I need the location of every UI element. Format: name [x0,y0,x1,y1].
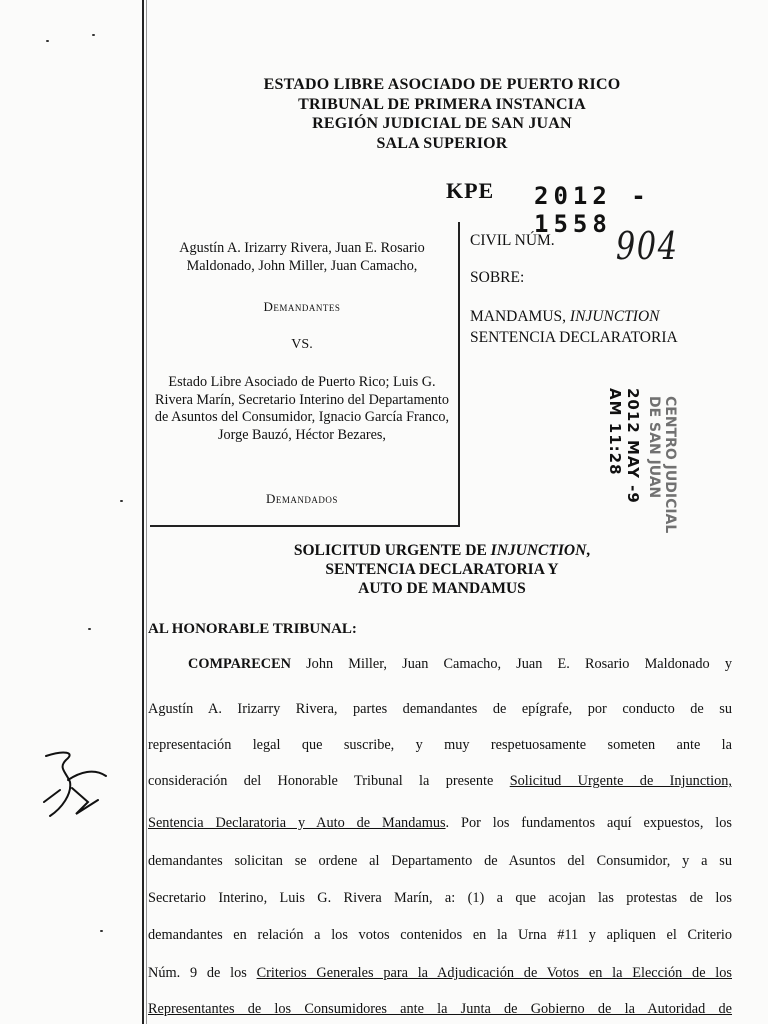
title-line-3: AUTO DE MANDAMUS [358,580,526,597]
body-line-4-plain: consideración del Honorable Tribunal la presente [148,773,510,789]
body-line-4 [148,773,732,790]
body-line-6: demandantes solicitan se ordene al Departamento de Asuntos del Consumidor, y a su [148,853,732,869]
header-line-2: TRIBUNAL DE PRIMERA INSTANCIA [298,95,586,113]
title-italic: INJUNCTION [490,542,587,559]
filing-stamp [584,388,704,538]
case-matter [470,306,678,348]
title-plain: SOLICITUD URGENTE DE [293,542,491,559]
defendants-names: Estado Libre Asociado de Puerto Rico; Luis G. Rivera Marín, Secretario Interino del Departamento de Asuntos del Consumidor, Ignacio García Franco, Jorge Bauzó, Héctor Bezares, [154,374,450,443]
scan-speck [46,40,49,42]
comparecen: COMPARECEN [188,656,291,672]
left-margin-rule [142,0,144,1024]
matter-plain: MANDAMUS, [470,308,570,325]
case-prefix: KPE [446,178,495,203]
body-line-10-underlined: Representantes de los Consumidores ante la Junta de Gobierno de la Autoridad de [148,1001,732,1017]
scan-speck [100,930,103,932]
versus: VS. [291,337,313,352]
scan-speck [92,34,95,36]
body-line-1 [188,656,732,673]
body-line-7: Secretario Interino, Luis G. Rivera Marín, a: (1) a que acojan las protestas de los [148,890,732,906]
stamp-date: 2012 MAY -9 AM 11:28 [606,388,642,504]
court-header [150,75,734,153]
handwritten-number: 904 [615,224,679,268]
header-line-1: ESTADO LIBRE ASOCIADO DE PUERTO RICO [263,76,621,93]
case-number-digits: 2012 - 1558 [534,182,651,238]
header-line-3: REGIÓN JUDICIAL DE SAN JUAN [312,115,572,132]
body-line-9-underlined: Criterios Generales para la Adjudicación de Votos en la Elección de los [256,965,732,981]
scan-speck [120,500,123,502]
body-line-9-plain: Núm. 9 de los [148,965,257,981]
body-line-5 [148,815,732,832]
matter-line-2: SENTENCIA DECLARATORIA [470,329,678,346]
defendants-label: Demandados [266,491,338,506]
body-line-9 [148,965,732,982]
title-comma: , [586,542,591,559]
matter-italic: INJUNCTION [569,308,660,325]
sobre-label: SOBRE: [470,269,525,286]
initials-signature [36,742,116,832]
body-line-10 [148,1001,732,1018]
body-line-5-underlined: Sentencia Declaratoria y Auto de Mandamus [148,815,446,831]
plaintiffs-names: Agustín A. Irizarry Rivera, Juan E. Rosario Maldonado, John Miller, Juan Camacho, [179,240,425,274]
salutation: AL HONORABLE TRIBUNAL: [148,621,357,637]
body-line-3: representación legal que suscribe, y muy respetuosamente someten ante la [148,737,732,753]
civil-number-label: CIVIL NÚM. [470,232,555,249]
title-line-2: SENTENCIA DECLARATORIA Y [325,561,559,578]
caption-divider-horizontal [150,525,460,527]
body-line-1-text: John Miller, Juan Camacho, Juan E. Rosario Maldonado y [290,656,732,672]
scan-speck [88,628,91,630]
body-line-2: Agustín A. Irizarry Rivera, partes demandantes de epígrafe, por conducto de su [148,701,732,717]
stamp-org: CENTRO JUDICIAL DE SAN JUAN [646,396,678,534]
body-line-4-underlined: Solicitud Urgente de Injunction, [509,773,732,789]
plaintiffs-label: Demandantes [263,299,341,314]
caption-divider-vertical [458,222,460,526]
body-line-5-plain: . Por los fundamentos aquí expuestos, los [445,815,732,831]
case-number [446,178,736,238]
left-margin-rule-inner [146,0,147,1024]
motion-title [150,541,734,598]
header-line-4: SALA SUPERIOR [376,134,508,152]
body-line-8: demandantes en relación a los votos contenidos en la Urna #11 y apliquen el Criterio [148,927,732,943]
